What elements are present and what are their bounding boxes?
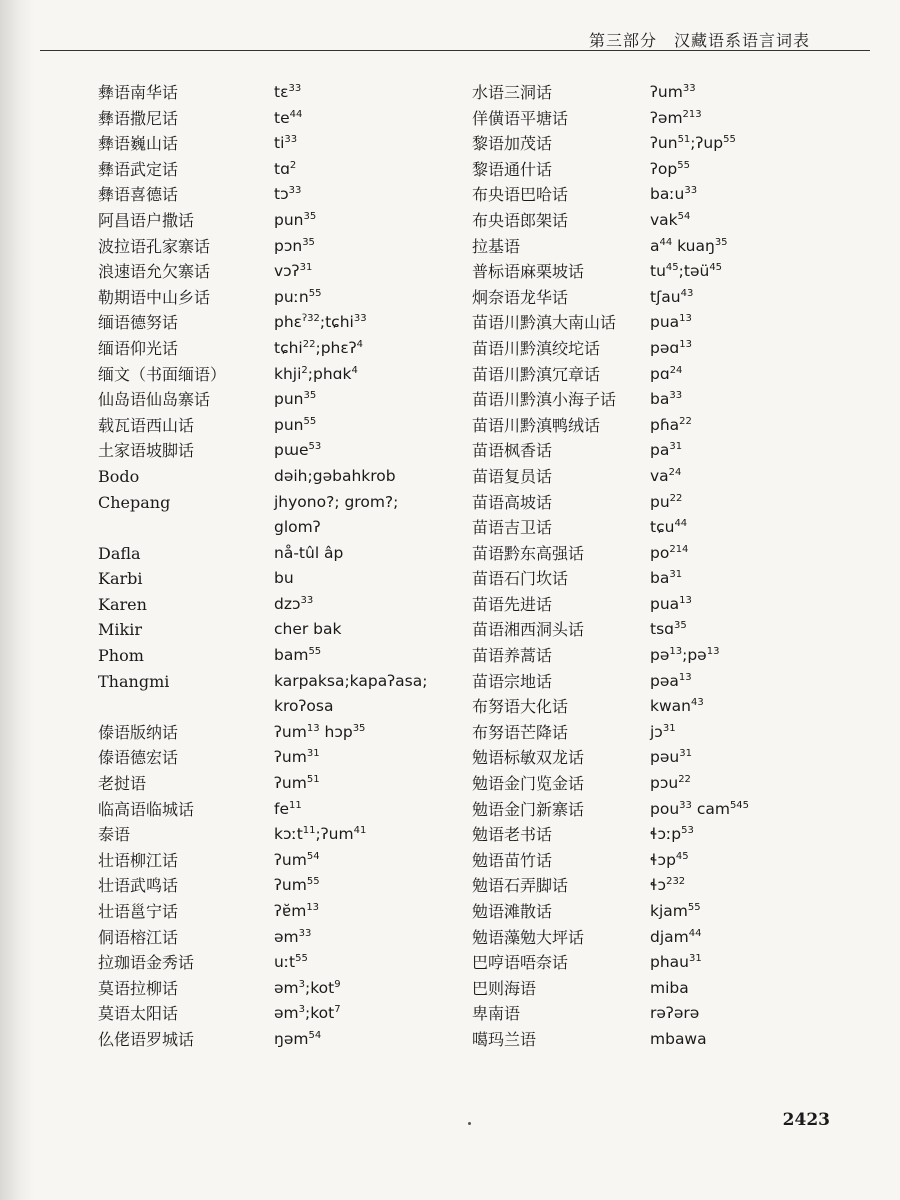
language-name: 莫语太阳话 <box>98 1004 179 1024</box>
language-name: 缅文（书面缅语） <box>98 364 227 384</box>
language-name: Phom <box>98 646 144 666</box>
entry-row <box>98 617 458 643</box>
language-name: 勉语石弄脚话 <box>472 876 569 896</box>
language-name: 布努语大化话 <box>472 697 569 717</box>
language-name: 苗语高坡话 <box>472 492 553 512</box>
entry-row <box>98 310 458 336</box>
language-name: 勉语苗竹话 <box>472 850 553 870</box>
word-form: $va^{24}$ <box>650 466 682 485</box>
running-header-title: 第三部分 汉藏语系语言词表 <box>588 31 810 50</box>
entry-row <box>472 848 852 874</box>
language-name: 傣语版纳话 <box>98 722 179 742</box>
word-form: jhyono?; grom?; <box>274 492 399 511</box>
word-form: cher bak <box>274 620 342 639</box>
entry-row <box>98 515 458 541</box>
word-form: mbawa <box>650 1029 707 1048</box>
entry-row <box>98 797 458 823</box>
entry-row <box>98 822 458 848</box>
language-name: Thangmi <box>98 671 170 691</box>
language-name: 拉基语 <box>472 236 521 256</box>
word-form: bam$^{55}$ <box>274 645 322 665</box>
word-form: $ba^{33}$ <box>650 389 683 409</box>
language-name: 苗语黔东高强话 <box>472 543 585 563</box>
language-name: 壮语武鸣话 <box>98 876 179 896</box>
entry-row <box>98 106 458 132</box>
page-dot <box>468 1122 471 1125</box>
language-name: 苗语枫香话 <box>472 441 553 461</box>
word-form: tɕu$^{44}$ <box>650 517 688 537</box>
word-form: tsɑ$^{35}$ <box>650 620 687 639</box>
word-form: vɔʔ$^{31}$ <box>274 262 313 281</box>
language-name: 彝语撒尼话 <box>98 108 179 128</box>
language-name: 缅语仰光话 <box>98 338 179 358</box>
word-form: kjam$^{55}$ <box>650 901 701 920</box>
word-form: ʔop$^{55}$ <box>650 159 690 178</box>
language-name: Dafla <box>98 543 141 563</box>
word-form: $a^{44}$ kuaŋ$^{35}$ <box>650 236 728 255</box>
word-form: ɬɔp$^{45}$ <box>650 850 689 869</box>
word-form: pəɑ$^{13}$ <box>650 338 692 357</box>
entry-row <box>98 362 458 388</box>
word-form: djam$^{44}$ <box>650 927 702 946</box>
word-form: dzɔ$^{33}$ <box>274 594 314 613</box>
language-name: 苗语川黔滇冗章话 <box>472 364 601 384</box>
word-form: rəʔərə <box>650 1004 700 1023</box>
word-form: karpaksa;kapaʔasa; <box>274 671 428 690</box>
entry-row <box>472 592 852 618</box>
entry-row <box>472 182 852 208</box>
language-name: 勉语标敏双龙话 <box>472 748 585 768</box>
entry-row <box>98 720 458 746</box>
language-name: 土家语坡脚话 <box>98 441 195 461</box>
entry-row <box>472 464 852 490</box>
word-form: ʔum$^{13}$ hɔp$^{35}$ <box>274 722 366 741</box>
language-name: 炯奈语龙华话 <box>472 287 569 307</box>
language-name: Chepang <box>98 492 171 512</box>
language-name: 黎语加茂话 <box>472 134 553 154</box>
word-form: $pa^{31}$ <box>650 441 683 460</box>
word-form: $ti^{33}$ <box>274 134 298 153</box>
language-name: Karen <box>98 594 147 614</box>
language-name: 缅语德努话 <box>98 313 179 333</box>
word-form: jɔ$^{31}$ <box>650 722 676 741</box>
word-form: pou$^{33}$ cam$^{545}$ <box>650 799 750 818</box>
word-form: pun$^{35}$ <box>274 210 317 229</box>
language-name: 布努语芒降话 <box>472 722 569 742</box>
language-name: 苗语养蒿话 <box>472 646 553 666</box>
running-header <box>40 18 870 52</box>
entry-row <box>98 208 458 234</box>
entry-row <box>98 182 458 208</box>
entry-row <box>472 1027 852 1053</box>
entry-row <box>98 848 458 874</box>
language-name: 仫佬语罗城话 <box>98 1029 195 1049</box>
word-form: $ba^{31}$ <box>650 569 683 588</box>
word-form: dəih;gəbahkrob <box>274 466 396 485</box>
language-name: 勉语金门新寨话 <box>472 799 585 819</box>
entry-row <box>98 464 458 490</box>
word-form: əm$^3$;kot$^9$ <box>274 978 341 997</box>
entry-row <box>472 797 852 823</box>
word-form: ʔum$^{51}$ <box>274 773 320 793</box>
entry-row <box>472 643 852 669</box>
entry-row <box>98 80 458 106</box>
language-name: 波拉语孔家寨话 <box>98 236 211 256</box>
language-name: 苗语复员话 <box>472 466 553 486</box>
word-form: pun$^{35}$ <box>274 389 317 409</box>
word-form: ʔum$^{31}$ <box>274 748 320 767</box>
language-name: 侗语榕江话 <box>98 927 179 947</box>
word-form: pɔn$^{35}$ <box>274 236 315 255</box>
entry-row <box>98 745 458 771</box>
language-name: Bodo <box>98 466 140 486</box>
language-name: 彝语喜德话 <box>98 185 179 205</box>
language-name: 苗语川黔滇小海子话 <box>472 390 617 410</box>
word-form: pɯe$^{53}$ <box>274 441 322 460</box>
word-form: əm$^{33}$ <box>274 927 312 946</box>
entry-row <box>472 515 852 541</box>
entry-row <box>98 925 458 951</box>
entry-row <box>98 694 458 720</box>
language-name: 临高语临城话 <box>98 799 195 819</box>
language-name: 壮语柳江话 <box>98 850 179 870</box>
word-form: ʔəm$^{213}$ <box>650 108 702 127</box>
entry-row <box>472 925 852 951</box>
entry-row <box>98 259 458 285</box>
word-form: kroʔosa <box>274 697 334 716</box>
language-name: Karbi <box>98 569 143 589</box>
language-name: 黎语通什话 <box>472 159 553 179</box>
word-form: miba <box>650 978 689 997</box>
language-name: 巴则海语 <box>472 978 537 998</box>
language-name: 彝语南华话 <box>98 83 179 102</box>
word-form: ŋəm$^{54}$ <box>274 1029 322 1048</box>
entry-row <box>472 617 852 643</box>
word-form: əm$^3$;kot$^7$ <box>274 1004 341 1023</box>
right-column <box>472 80 852 1053</box>
entry-row <box>98 771 458 797</box>
page-number: 2423 <box>782 1110 830 1130</box>
entry-row <box>98 592 458 618</box>
entry-row <box>472 208 852 234</box>
entry-row <box>472 1001 852 1027</box>
language-name: 苗语湘西洞头话 <box>472 620 585 640</box>
language-name: 浪速语允欠寨话 <box>98 262 211 282</box>
entry-row <box>472 566 852 592</box>
entry-row <box>472 259 852 285</box>
word-form: $tu^{45};təü^{45}$ <box>650 262 723 281</box>
language-name: 布央语郎架话 <box>472 210 569 230</box>
entry-row <box>472 771 852 797</box>
entry-row <box>472 413 852 439</box>
language-name: 载瓦语西山话 <box>98 415 195 435</box>
word-form: tɑ$^2$ <box>274 159 297 178</box>
entry-row <box>472 745 852 771</box>
entry-row <box>98 873 458 899</box>
word-form: tɛ$^{33}$ <box>274 82 302 101</box>
entry-row <box>472 950 852 976</box>
entry-row <box>472 80 852 106</box>
entry-row <box>472 976 852 1002</box>
word-form: uːt$^{55}$ <box>274 953 308 972</box>
word-form: bu <box>274 569 294 588</box>
language-name: 勒期语中山乡话 <box>98 287 211 307</box>
entry-row <box>472 822 852 848</box>
left-column <box>98 80 458 1053</box>
entry-row <box>98 234 458 260</box>
language-name: 拉珈语金秀话 <box>98 953 195 973</box>
word-form: glomʔ <box>274 518 321 537</box>
word-form: khji$^2$;phɑk$^4$ <box>274 364 358 383</box>
entry-row <box>98 669 458 695</box>
word-form: tʃau$^{43}$ <box>650 287 694 306</box>
word-form: puːn$^{55}$ <box>274 287 322 306</box>
language-name: 傣语德宏话 <box>98 748 179 768</box>
word-form: phɛ$^{ʔ32}$;tɕhi$^{33}$ <box>274 313 367 332</box>
language-name: 老挝语 <box>98 774 147 794</box>
entry-row <box>472 336 852 362</box>
word-form: pua$^{13}$ <box>650 313 692 332</box>
word-form: kwan$^{43}$ <box>650 697 704 716</box>
entry-row <box>98 950 458 976</box>
language-name: 苗语石门坎话 <box>472 569 569 589</box>
language-name: 彝语武定话 <box>98 159 179 179</box>
entry-row <box>98 541 458 567</box>
language-name: 佯僙语平塘话 <box>472 108 569 128</box>
entry-row <box>98 387 458 413</box>
entry-row <box>472 106 852 132</box>
word-form: vak$^{54}$ <box>650 210 691 229</box>
word-form: ɬɔːp$^{53}$ <box>650 825 694 844</box>
language-name: 仙岛语仙岛寨话 <box>98 390 211 410</box>
entry-row <box>98 643 458 669</box>
word-form: nå-tûl âp <box>274 543 344 562</box>
word-form: $fe^{11}$ <box>274 799 302 818</box>
word-form: pɔu$^{22}$ <box>650 773 691 793</box>
word-form: ɬɔ$^{232}$ <box>650 876 686 895</box>
word-form: pəa$^{13}$ <box>650 671 692 690</box>
entry-row <box>98 413 458 439</box>
language-name: 彝语巍山话 <box>98 134 179 154</box>
word-form: kɔːt$^{11}$;ʔum$^{41}$ <box>274 825 367 844</box>
word-form: ʔum$^{55}$ <box>274 876 320 895</box>
word-form: pua$^{13}$ <box>650 594 692 613</box>
entry-row <box>98 336 458 362</box>
entry-row <box>98 157 458 183</box>
entry-row <box>98 1001 458 1027</box>
language-name: 苗语宗地话 <box>472 671 553 691</box>
entry-row <box>98 899 458 925</box>
entry-row <box>98 976 458 1002</box>
word-form: pə$^{13}$;pə$^{13}$ <box>650 645 720 665</box>
language-name: 苗语川黔滇鸭绒话 <box>472 415 601 435</box>
entry-row <box>472 131 852 157</box>
language-name: 泰语 <box>98 825 131 845</box>
entry-row <box>472 899 852 925</box>
entry-row <box>472 285 852 311</box>
header-rule <box>40 50 870 51</box>
entry-row <box>472 387 852 413</box>
entry-row <box>472 720 852 746</box>
language-name: 苗语先进话 <box>472 594 553 614</box>
word-form: pɑ$^{24}$ <box>650 364 683 383</box>
entry-row <box>98 566 458 592</box>
entry-row <box>472 157 852 183</box>
word-form: $pu^{22}$ <box>650 492 683 511</box>
language-name: 勉语滩散话 <box>472 902 553 921</box>
language-name: 普标语麻栗坡话 <box>472 262 585 282</box>
language-name: 勉语金门览金话 <box>472 774 585 794</box>
entry-row <box>472 669 852 695</box>
word-form: tɔ$^{33}$ <box>274 185 302 204</box>
word-form: $ʔɐ̆m^{13}$ <box>274 901 320 920</box>
language-name: 苗语川黔滇大南山话 <box>472 313 617 333</box>
language-name: 噶玛兰语 <box>472 1029 537 1049</box>
language-name: 阿昌语户撒话 <box>98 210 195 230</box>
entry-row <box>472 694 852 720</box>
language-name: 布央语巴哈话 <box>472 185 569 205</box>
language-name: 勉语藻勉大坪话 <box>472 927 585 947</box>
entry-row <box>472 541 852 567</box>
entry-row <box>472 310 852 336</box>
language-name: 勉语老书话 <box>472 825 553 845</box>
language-name: Mikir <box>98 620 142 640</box>
word-form: $te^{44}$ <box>274 108 303 127</box>
word-form: phau$^{31}$ <box>650 953 702 972</box>
entry-row <box>98 438 458 464</box>
word-form: pun$^{55}$ <box>274 415 317 434</box>
entry-row <box>98 131 458 157</box>
word-form: tɕhi$^{22}$;phɛʔ$^4$ <box>274 338 364 357</box>
entry-row <box>472 362 852 388</box>
language-name: 水语三洞话 <box>472 83 553 102</box>
word-form: ʔun$^{51}$;ʔup$^{55}$ <box>650 134 736 153</box>
language-name: 壮语邕宁话 <box>98 902 179 921</box>
word-form: $po^{214}$ <box>650 543 689 562</box>
entry-row <box>472 438 852 464</box>
word-form: baːu$^{33}$ <box>650 185 698 204</box>
entry-row <box>98 1027 458 1053</box>
entry-row <box>472 234 852 260</box>
page-gutter-shadow <box>0 0 34 1200</box>
word-form: pəu$^{31}$ <box>650 748 692 767</box>
word-form: pɦa$^{22}$ <box>650 415 692 434</box>
language-name: 苗语吉卫话 <box>472 518 553 538</box>
entry-row <box>472 873 852 899</box>
word-form: ʔum$^{33}$ <box>650 82 696 101</box>
entry-row <box>98 490 458 516</box>
language-name: 苗语川黔滇绞坨话 <box>472 338 601 358</box>
language-name: 卑南语 <box>472 1004 521 1024</box>
word-form: ʔum$^{54}$ <box>274 850 320 869</box>
entry-row <box>472 490 852 516</box>
entry-row <box>98 285 458 311</box>
language-name: 巴哼语唔奈话 <box>472 953 569 973</box>
language-name: 莫语拉柳话 <box>98 978 179 998</box>
